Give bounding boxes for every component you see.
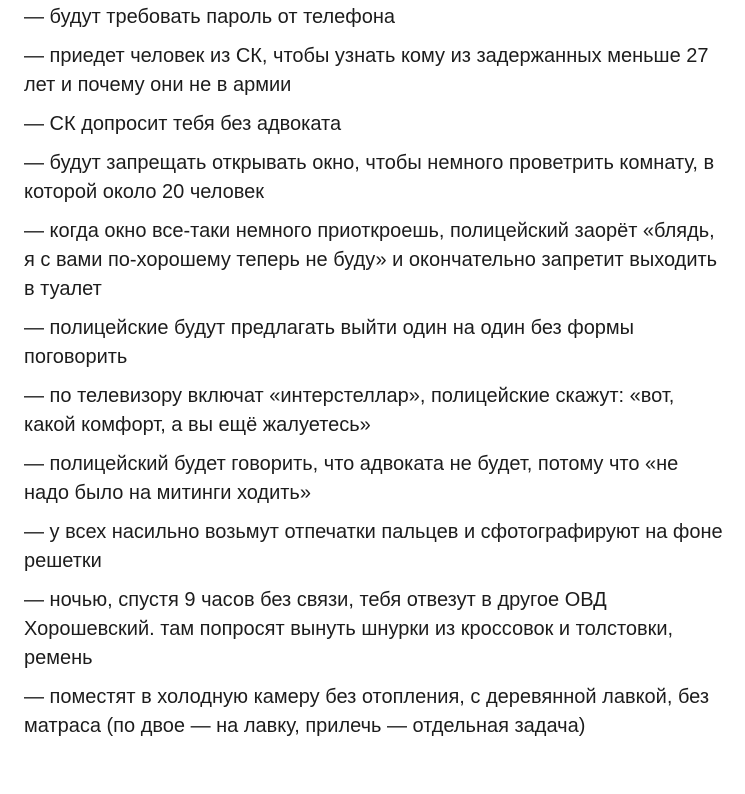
list-item: — будут требовать пароль от телефона [24, 6, 396, 28]
list-item: — у всех насильно возьмут отпечатки пальцев и сфотографируют на фоне решетки [24, 521, 723, 572]
document-body [0, 3, 745, 741]
list-item: — поместят в холодную камеру без отопления, с деревянной лавкой, без матраса (по двое — на лавку, прилечь — отдельная задача) [24, 686, 710, 737]
list-item: — по телевизору включат «интерстеллар», полицейские скажут: «вот, какой комфорт, а вы ещё жалуетесь» [24, 385, 675, 436]
list-item: — полицейский будет говорить, что адвоката не будет, потому что «не надо было на митинги ходить» [24, 453, 679, 504]
list-item: — СК допросит тебя без адвоката [24, 113, 342, 135]
list-item: — будут запрещать открывать окно, чтобы немного проветрить комнату, в которой около 20 человек [24, 152, 715, 203]
list-item: — когда окно все-таки немного приоткроешь, полицейский заорёт «блядь, я с вами по-хорошему теперь не буду» и окончательно запретит выходить в туалет [24, 220, 718, 300]
list-item: — приедет человек из СК, чтобы узнать кому из задержанных меньше 27 лет и почему они не в армии [24, 45, 709, 96]
list-item: — полицейские будут предлагать выйти один на один без формы поговорить [24, 317, 635, 368]
list-item: — ночью, спустя 9 часов без связи, тебя отвезут в другое ОВД Хорошевский. там попросят вынуть шнурки из кроссовок и толстовки, ремень [24, 589, 674, 669]
